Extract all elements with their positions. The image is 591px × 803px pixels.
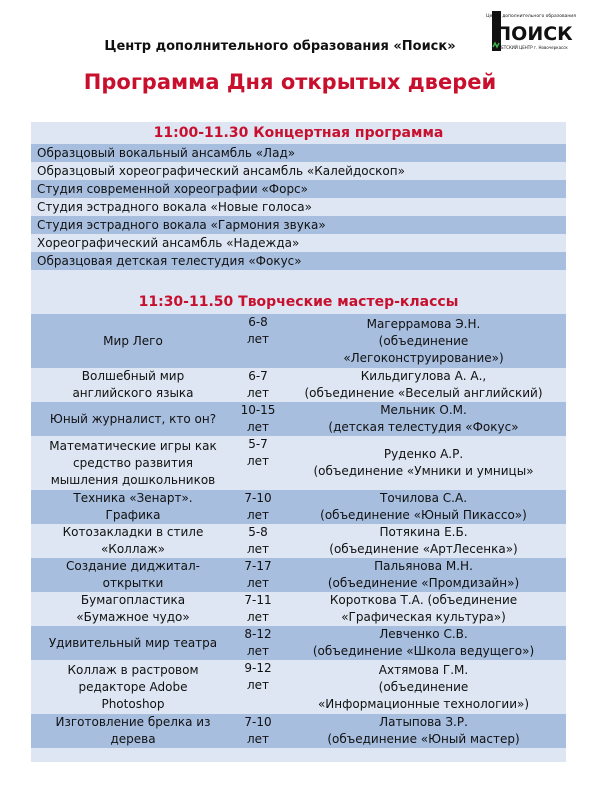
masterclass-teacher-line: Кильдигулова А. А., [360, 369, 487, 383]
list-item: Образцовая детская телестудия «Фокус» [31, 252, 566, 270]
masterclass-name-cell [31, 524, 235, 558]
list-item: Образцовый хореографический ансамбль «Калейдоскоп» [31, 162, 566, 180]
poisk-logo [486, 9, 576, 55]
masterclass-teacher-line: (объединение «Юный Пикассо») [320, 508, 527, 522]
masterclass-teacher-cell [281, 436, 566, 490]
masterclass-name-cell [31, 368, 235, 402]
masterclass-name-line: дерева [110, 732, 156, 746]
masterclass-age-line: 5-7 [248, 437, 268, 451]
masterclass-name-line: английского языка [72, 386, 194, 400]
table-row [31, 436, 566, 490]
logo-top-text: Центр дополнительного образования [486, 14, 576, 19]
masterclass-name-cell [31, 314, 235, 368]
masterclass-name-line: Изготовление брелка из [55, 715, 211, 729]
masterclass-teacher-cell [281, 402, 566, 436]
table-row [31, 402, 566, 436]
masterclass-name-line: Графика [105, 508, 161, 522]
masterclass-teacher-cell [281, 524, 566, 558]
masterclass-teacher-line: «Информационные технологии») [317, 696, 530, 711]
masterclass-teacher-line: Пальянова М.Н. [374, 559, 473, 573]
list-item: Студия эстрадного вокала «Новые голоса» [31, 198, 566, 216]
masterclass-age-line: 7-10 [244, 491, 272, 505]
masterclass-teacher-line: (объединение «Умники и умницы» [313, 464, 534, 478]
masterclass-age-line: 10-15 [240, 403, 276, 417]
masterclass-name-line: Техника «Зенарт». [73, 491, 193, 505]
masterclass-age-line: лет [246, 732, 270, 746]
masterclass-name-cell [31, 626, 235, 660]
page-title: Программа Дня открытых дверей [83, 70, 497, 94]
masterclass-name-line: Бумагопластика [80, 593, 186, 607]
masterclass-name-cell [31, 592, 235, 626]
masterclass-teacher-line: Потякина Е.Б. [379, 525, 468, 539]
table-row [31, 558, 566, 592]
masterclass-age-line: лет [246, 542, 270, 556]
masterclass-name-cell [31, 402, 235, 436]
masterclass-teacher-line: «Графическая культура») [341, 610, 506, 624]
masterclass-name-cell [31, 660, 235, 714]
masterclass-name-line: Коллаж в растровом [67, 662, 199, 677]
masterclass-teacher-line: Магеррамова Э.Н. [366, 316, 481, 331]
masterclass-name-line: Котозакладки в стиле [62, 525, 204, 539]
masterclass-name-line: Photoshop [101, 696, 165, 711]
masterclass-name-cell [31, 436, 235, 490]
table-row [31, 660, 566, 714]
masterclass-name-line: открытки [102, 576, 164, 590]
masterclass-teacher-line: (детская телестудия «Фокус» [328, 420, 519, 434]
masterclass-age-line: 7-17 [244, 559, 272, 573]
table-row [31, 524, 566, 558]
masterclass-age-cell [235, 592, 281, 626]
masterclass-name-line: Удивительный мир театра [48, 635, 218, 650]
masterclass-age-cell [235, 490, 281, 524]
masterclass-age-cell [235, 524, 281, 558]
masterclass-teacher-line: Левченко С.В. [379, 627, 468, 641]
table-row [31, 490, 566, 524]
masterclass-age-line: 6-7 [248, 369, 268, 383]
masterclass-teacher-cell [281, 626, 566, 660]
masterclass-teacher-line: Латыпова З.Р. [379, 715, 468, 729]
list-item: Образцовый вокальный ансамбль «Лад» [31, 144, 566, 162]
masterclass-age-cell [235, 558, 281, 592]
list-item: Хореографический ансамбль «Надежда» [31, 234, 566, 252]
masterclass-age-cell [235, 402, 281, 436]
masterclass-name-cell [31, 558, 235, 592]
masterclass-teacher-cell [281, 592, 566, 626]
masterclass-teacher-cell [281, 558, 566, 592]
table-row [31, 592, 566, 626]
masterclass-teacher-line: (объединение [378, 679, 469, 694]
masterclass-age-cell [235, 714, 281, 748]
masterclass-age-line: 9-12 [244, 661, 272, 675]
masterclass-age-line: лет [246, 386, 270, 400]
masterclass-teacher-line: Руденко А.Р. [383, 447, 464, 461]
masterclass-age-line: лет [246, 610, 270, 624]
masterclass-teacher-line: (объединение «Промдизайн») [327, 576, 520, 590]
masterclass-teacher-line: (объединение «Школа ведущего») [312, 644, 535, 658]
masterclass-name-line: Мир Лего [103, 333, 163, 348]
masterclass-age-cell [235, 314, 281, 368]
masterclass-teacher-line: Короткова Т.А. (объединение [329, 593, 518, 607]
masterclass-age-line: 5-8 [248, 525, 268, 539]
masterclass-name-line: «Бумажное чудо» [76, 610, 190, 624]
masterclass-teacher-line: (объединение [378, 333, 469, 348]
masterclass-name-cell [31, 490, 235, 524]
masterclass-teacher-line: Точилова С.А. [379, 491, 468, 505]
masterclass-age-cell [235, 368, 281, 402]
masterclass-age-line: лет [246, 420, 270, 434]
table-row [31, 714, 566, 748]
masterclass-teacher-line: Ахтямова Г.М. [378, 662, 469, 677]
masterclass-age-line: 7-11 [244, 593, 272, 607]
masterclass-name-line: Юный журналист, кто он? [49, 411, 217, 426]
masterclass-teacher-cell [281, 490, 566, 524]
masterclass-teacher-cell [281, 714, 566, 748]
masterclass-name-line: средство развития [73, 455, 193, 470]
masterclass-heading: 11:30-11.50 Творческие мастер-классы [138, 294, 459, 310]
masterclass-name-line: Создание диджитал- [66, 559, 200, 573]
masterclass-age-cell [235, 626, 281, 660]
masterclass-age-line: лет [246, 644, 270, 658]
masterclass-name-line: мышления дошкольников [50, 472, 216, 487]
masterclass-name-cell [31, 714, 235, 748]
masterclass-teacher-line: «Легоконструирование») [343, 350, 504, 365]
table-row [31, 626, 566, 660]
organization-name: Центр дополнительного образования «Поиск» [104, 39, 456, 54]
masterclass-name-line: Волшебный мир [81, 369, 185, 383]
masterclass-age-line: лет [246, 678, 270, 692]
masterclass-teacher-cell [281, 368, 566, 402]
masterclass-name-line: «Коллаж» [100, 542, 166, 556]
list-item: Студия эстрадного вокала «Гармония звука» [31, 216, 566, 234]
masterclass-name-line: редакторе Adobe [78, 679, 188, 694]
masterclass-teacher-line: (объединение «Юный мастер) [327, 732, 520, 746]
masterclass-teacher-line: (объединение «Веселый английский) [304, 386, 543, 400]
masterclass-table [31, 314, 566, 748]
masterclass-age-cell [235, 660, 281, 714]
list-item: Студия современной хореографии «Форс» [31, 180, 566, 198]
masterclass-teacher-line: (объединение «АртЛесенка») [329, 542, 518, 556]
concert-heading: 11:00-11.30 Концертная программа [153, 125, 444, 141]
masterclass-age-line: лет [246, 454, 270, 468]
logo-bottom-text: ДЕТСКИЙ ЦЕНТР г. Новочеркасск [498, 45, 568, 50]
masterclass-age-line: 6-8 [248, 315, 268, 329]
masterclass-age-line: 7-10 [244, 715, 272, 729]
masterclass-teacher-line: Мельник О.М. [380, 403, 467, 417]
table-row [31, 368, 566, 402]
masterclass-age-line: лет [246, 332, 270, 346]
masterclass-age-cell [235, 436, 281, 490]
masterclass-teacher-cell [281, 314, 566, 368]
masterclass-age-line: лет [246, 508, 270, 522]
logo-name: ПОИСК [495, 23, 573, 45]
concert-list [31, 144, 566, 270]
masterclass-teacher-cell [281, 660, 566, 714]
table-row [31, 314, 566, 368]
masterclass-name-line: Математические игры как [49, 438, 217, 453]
masterclass-age-line: 8-12 [244, 627, 272, 641]
masterclass-age-line: лет [246, 576, 270, 590]
